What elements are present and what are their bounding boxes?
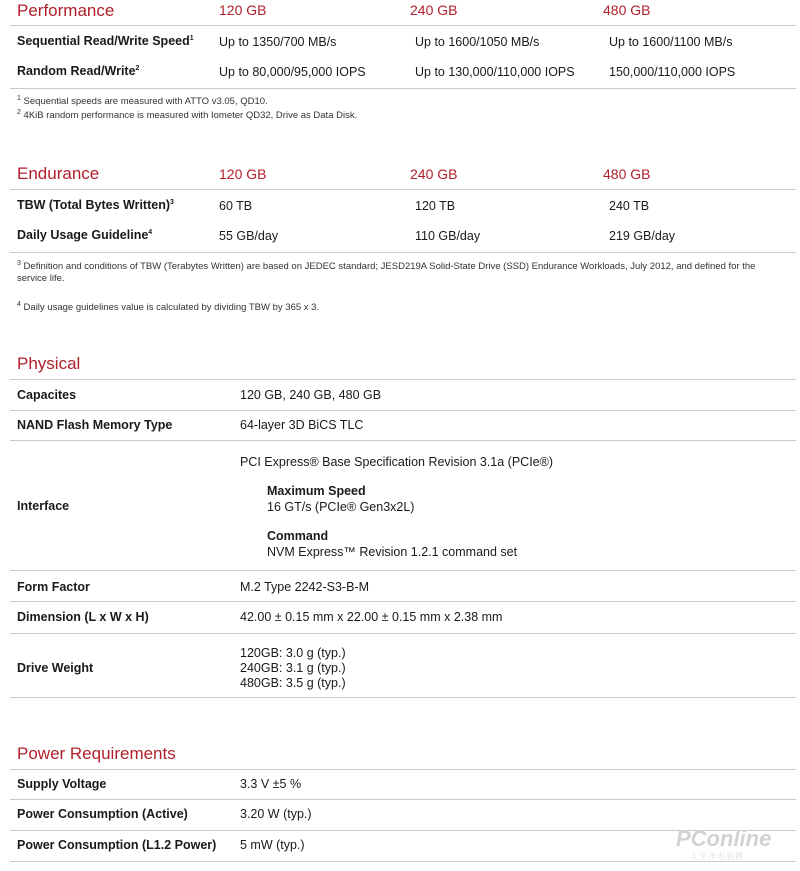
interface-spec: PCI Express® Base Specification Revision 3.1a (PCIe®) <box>240 455 553 469</box>
footnote: $^3$ Definition and conditions of TBW (Terabytes Written) are based on JEDEC standard; JESD219A Solid-State Drive (SSD) Endurance Workloads, July 2012, and defined for the service life. <box>17 259 756 284</box>
row-label: Interface <box>17 499 70 513</box>
performance-header-480: 480 GB <box>603 2 651 18</box>
row-label: Random Read/Write$^2$ <box>17 64 140 78</box>
divider <box>10 189 796 190</box>
cell-value: Up to 130,000/110,000 IOPS <box>415 65 575 79</box>
divider <box>10 440 796 441</box>
divider <box>10 88 796 89</box>
endurance-header-120: 120 GB <box>219 166 267 182</box>
cell-value: 120GB: 3.0 g (typ.) <box>240 646 346 660</box>
cell-value: 42.00 ± 0.15 mm x 22.00 ± 0.15 mm x 2.38 mm <box>240 610 503 624</box>
cell-value: 5 mW (typ.) <box>240 838 305 852</box>
divider <box>10 799 796 800</box>
row-label: Power Consumption (Active) <box>17 807 188 821</box>
power-title: Power Requirements <box>17 744 176 763</box>
cell-value: 480GB: 3.5 g (typ.) <box>240 676 346 690</box>
footnote: $^4$ Daily usage guidelines value is calculated by dividing TBW by 365 x 3. <box>17 300 320 313</box>
row-label: Form Factor <box>17 580 90 594</box>
divider <box>10 570 796 571</box>
watermark-subtext: 太平洋电脑网 <box>690 852 744 861</box>
performance-header-240: 240 GB <box>410 2 458 18</box>
cell-value: Up to 80,000/95,000 IOPS <box>219 65 366 79</box>
row-label: TBW (Total Bytes Written)$^3$ <box>17 198 174 212</box>
cell-value: 3.3 V ±5 % <box>240 777 302 791</box>
endurance-header-240: 240 GB <box>410 166 458 182</box>
cell-value: 219 GB/day <box>609 229 676 243</box>
endurance-header-480: 480 GB <box>603 166 651 182</box>
cell-value: Up to 1350/700 MB/s <box>219 35 337 49</box>
divider <box>10 410 796 411</box>
command-value: NVM Express™ Revision 1.2.1 command set <box>267 545 518 559</box>
divider <box>10 252 796 253</box>
endurance-title: Endurance <box>17 164 100 183</box>
cell-value: M.2 Type 2242-S3-B-M <box>240 580 369 594</box>
divider <box>10 861 796 862</box>
row-label: NAND Flash Memory Type <box>17 418 173 432</box>
max-speed-value: 16 GT/s (PCIe® Gen3x2L) <box>267 500 415 514</box>
row-label: Daily Usage Guideline$^4$ <box>17 228 153 242</box>
physical-title: Physical <box>17 354 81 373</box>
divider <box>10 769 796 770</box>
row-label: Power Consumption (L1.2 Power) <box>17 838 217 852</box>
row-label: Supply Voltage <box>17 777 107 791</box>
cell-value: 240 TB <box>609 199 650 213</box>
divider <box>10 601 796 602</box>
performance-header-120: 120 GB <box>219 2 267 18</box>
cell-value: 64-layer 3D BiCS TLC <box>240 418 364 432</box>
cell-value: 120 GB, 240 GB, 480 GB <box>240 388 382 402</box>
row-label: Dimension (L x W x H) <box>17 610 149 624</box>
command-heading: Command <box>267 529 329 543</box>
cell-value: 110 GB/day <box>415 229 481 243</box>
divider <box>10 25 796 26</box>
footnote: $^1$ Sequential speeds are measured with ATTO v3.05, QD10. <box>17 94 268 107</box>
cell-value: 60 TB <box>219 199 253 213</box>
row-label: Drive Weight <box>17 661 94 675</box>
cell-value: Up to 1600/1100 MB/s <box>609 35 733 49</box>
footnote: $^2$ 4KiB random performance is measured with Iometer QD32, Drive as Data Disk. <box>17 108 358 121</box>
row-label: Sequential Read/Write Speed$^1$ <box>17 34 194 48</box>
watermark-logo: PConline <box>676 826 772 851</box>
performance-title: Performance <box>17 1 115 20</box>
max-speed-heading: Maximum Speed <box>267 484 366 498</box>
divider <box>10 633 796 634</box>
cell-value: 150,000/110,000 IOPS <box>609 65 736 79</box>
row-label: Capacites <box>17 388 77 402</box>
divider <box>10 379 796 380</box>
cell-value: 3.20 W (typ.) <box>240 807 312 821</box>
divider <box>10 697 796 698</box>
cell-value: 55 GB/day <box>219 229 279 243</box>
cell-value: 240GB: 3.1 g (typ.) <box>240 661 346 675</box>
cell-value: Up to 1600/1050 MB/s <box>415 35 540 49</box>
cell-value: 120 TB <box>415 199 456 213</box>
